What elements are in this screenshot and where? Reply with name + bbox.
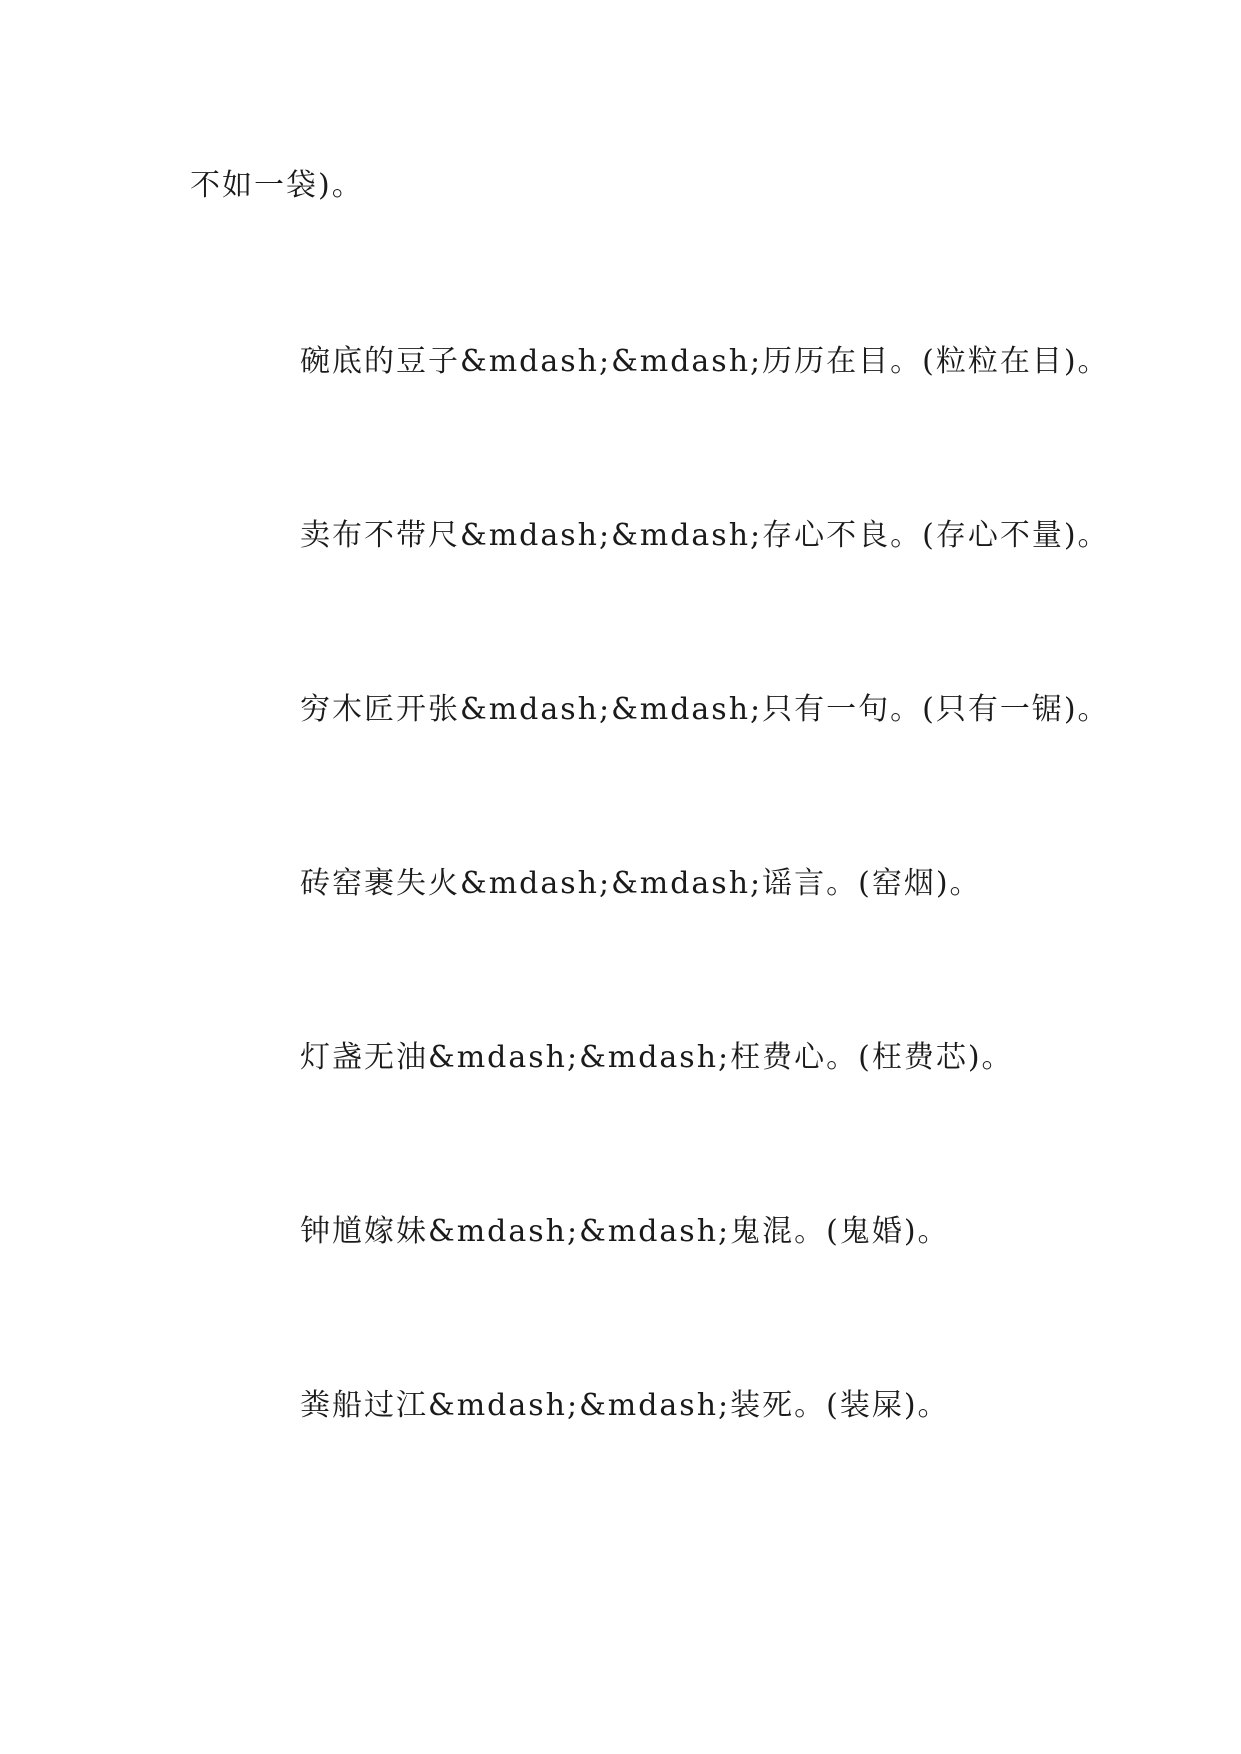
proverb-line: 穷木匠开张&mdash;&mdash;只有一句。(只有一锯)。 bbox=[300, 692, 1110, 727]
proverb-line: 碗底的豆子&mdash;&mdash;历历在目。(粒粒在目)。 bbox=[300, 344, 1110, 379]
proverb-line: 钟馗嫁妹&mdash;&mdash;鬼混。(鬼婚)。 bbox=[300, 1214, 950, 1249]
proverb-line: 卖布不带尺&mdash;&mdash;存心不良。(存心不量)。 bbox=[300, 518, 1110, 553]
proverb-line: 砖窑裹失火&mdash;&mdash;谣言。(窑烟)。 bbox=[300, 866, 982, 901]
proverb-line: 粪船过江&mdash;&mdash;装死。(装屎)。 bbox=[300, 1388, 950, 1423]
continuation-text: 不如一袋)。 bbox=[190, 168, 364, 203]
proverb-line: 灯盏无油&mdash;&mdash;枉费心。(枉费芯)。 bbox=[300, 1040, 1014, 1075]
